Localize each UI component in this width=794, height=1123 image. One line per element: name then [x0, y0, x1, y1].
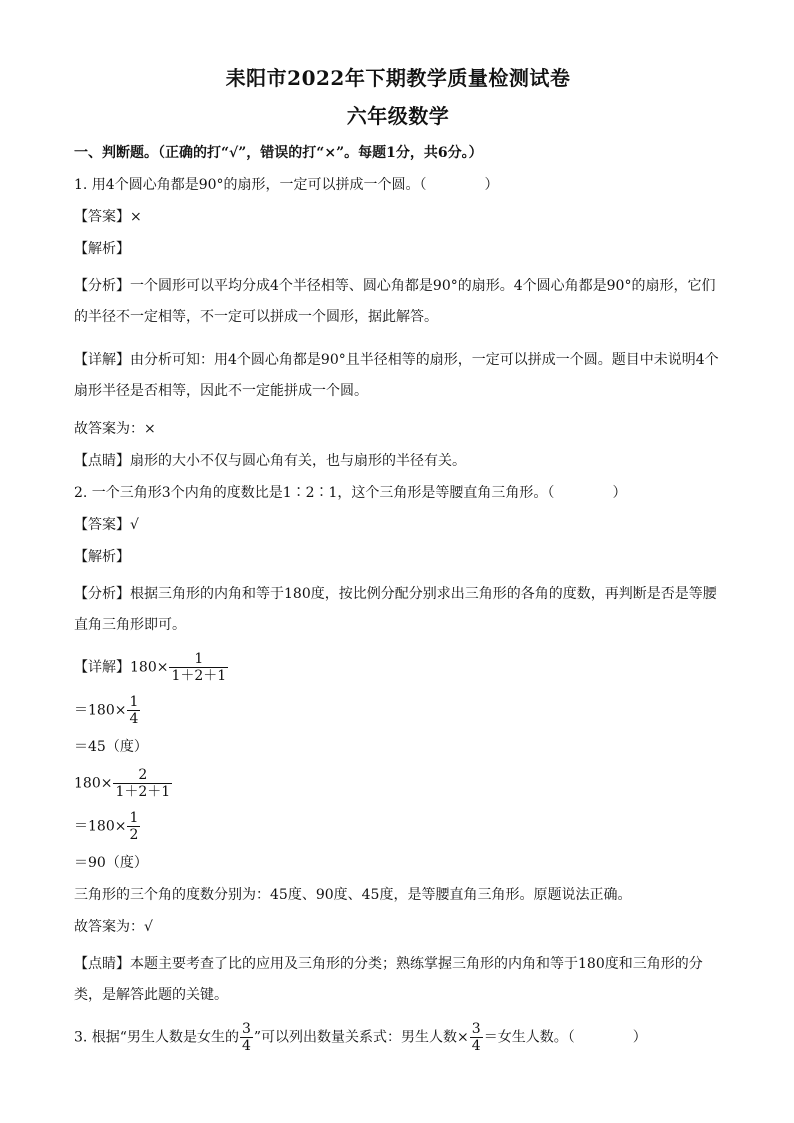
q2-answer-value: √	[130, 517, 139, 533]
doc-title: 耒阳市2022年下期教学质量检测试卷	[225, 66, 571, 90]
q3-num-1: 3	[241, 1021, 251, 1037]
q2-fenxi-text: 根据三角形的内角和等于180度，按比例分配分别求出三角形的各角的度数，再判断是否是等腰直角三角形即可。	[74, 586, 717, 633]
q2-math-line-1	[74, 651, 722, 684]
q2-m1-pre: 180×	[130, 659, 169, 676]
q3-fraction-2	[470, 1021, 483, 1054]
q2-answer-tag: 【答案】	[74, 517, 130, 533]
q1-tip	[74, 451, 722, 471]
q2-m2-den: 4	[129, 711, 139, 727]
q2-m5-den: 2	[129, 827, 139, 843]
q1-question-text: 1. 用4个圆心角都是90°的扇形，一定可以拼成一个圆。（	[74, 177, 427, 193]
q2-question-text: 2. 一个三角形3个内角的度数比是1∶2∶1，这个三角形是等腰直角三角形。（	[74, 485, 555, 501]
q3-post: ＝女生人数。（	[483, 1029, 575, 1046]
q1-conclusion: 故答案为：×	[74, 421, 156, 437]
q2-m2-pre: ＝180×	[74, 702, 127, 719]
q3-pre: 3. 根据“男生人数是女生的	[74, 1029, 239, 1046]
q2-m4-pre: 180×	[74, 775, 113, 792]
q2-close-paren: ）	[612, 485, 627, 501]
q2-m5-fraction	[127, 810, 140, 843]
q1-fenxi-text: 一个圆形可以平均分成4个半径相等、圆心角都是90°的扇形。4个圆心角都是90°的扇形，它们的半径不一定相等，不一定可以拼成一个圆形，据此解答。	[74, 278, 716, 325]
q1-answer	[74, 207, 722, 227]
q2-m4-den: 1＋2＋1	[115, 784, 171, 800]
q2-m5-num: 1	[129, 810, 139, 826]
q2-m4-num: 2	[138, 767, 148, 783]
q1-answer-tag: 【答案】	[74, 209, 130, 225]
q1-tip-text: 扇形的大小不仅与圆心角有关，也与扇形的半径有关。	[130, 453, 466, 469]
q3-mid: ”可以列出数量关系式：男生人数×	[253, 1029, 469, 1046]
q2-fenxi-tag: 【分析】	[74, 586, 130, 602]
q3-close-paren: ）	[632, 1029, 647, 1046]
q2-math-line-4	[74, 767, 722, 800]
q2-m1-num: 1	[194, 651, 204, 667]
q2-analysis-tag: 【解析】	[74, 549, 130, 565]
q2-result: 三角形的三个角的度数分别为：45度、90度、45度，是等腰直角三角形。原题说法正确。	[74, 887, 632, 903]
q2-tip-text: 本题主要考查了比的应用及三角形的分类；熟练掌握三角形的内角和等于180度和三角形的分类，是解答此题的关键。	[74, 956, 703, 1003]
q2-m1-fraction	[169, 651, 228, 684]
q2-math-line-3: ＝45（度）	[74, 739, 148, 755]
q2-conclusion: 故答案为：√	[74, 919, 153, 935]
q2-math-line-5	[74, 810, 722, 843]
q3-den-2: 4	[471, 1038, 481, 1054]
q2-m2-fraction	[127, 694, 140, 727]
document-page	[74, 64, 722, 1054]
q1-close-paren: ）	[484, 177, 499, 193]
q3-num-2: 3	[471, 1021, 481, 1037]
q2-m1-den: 1＋2＋1	[171, 668, 227, 684]
q2-m5-pre: ＝180×	[74, 818, 127, 835]
q1-question	[74, 175, 722, 195]
q3-fraction-1	[240, 1021, 253, 1054]
q1-answer-value: ×	[130, 209, 142, 225]
q1-fenxi-tag: 【分析】	[74, 278, 130, 294]
q2-math-line-2	[74, 694, 722, 727]
doc-subtitle: 六年级数学	[346, 104, 450, 128]
q2-m4-fraction	[113, 767, 172, 800]
q2-math-line-6: ＝90（度）	[74, 855, 148, 871]
q1-fenxi	[74, 271, 722, 333]
q2-detail-tag: 【详解】	[74, 659, 130, 676]
q1-analysis-tag: 【解析】	[74, 241, 130, 257]
q1-detail	[74, 345, 722, 407]
q1-tip-tag: 【点睛】	[74, 453, 130, 469]
q3-den-1: 4	[241, 1038, 251, 1054]
q2-fenxi	[74, 579, 722, 641]
q1-detail-text: 由分析可知：用4个圆心角都是90°且半径相等的扇形，一定可以拼成一个圆。题目中未说明4个扇形半径是否相等，因此不一定能拼成一个圆。	[74, 352, 719, 399]
q1-detail-tag: 【详解】	[74, 352, 130, 368]
q2-m2-num: 1	[129, 694, 139, 710]
q2-answer	[74, 515, 722, 535]
q3-question	[74, 1021, 722, 1054]
q2-question	[74, 483, 722, 503]
q2-tip-tag: 【点睛】	[74, 956, 130, 972]
q2-tip	[74, 949, 722, 1011]
section-heading: 一、判断题。（正确的打“√”，错误的打“×”。每题1分，共6分。）	[74, 145, 483, 161]
